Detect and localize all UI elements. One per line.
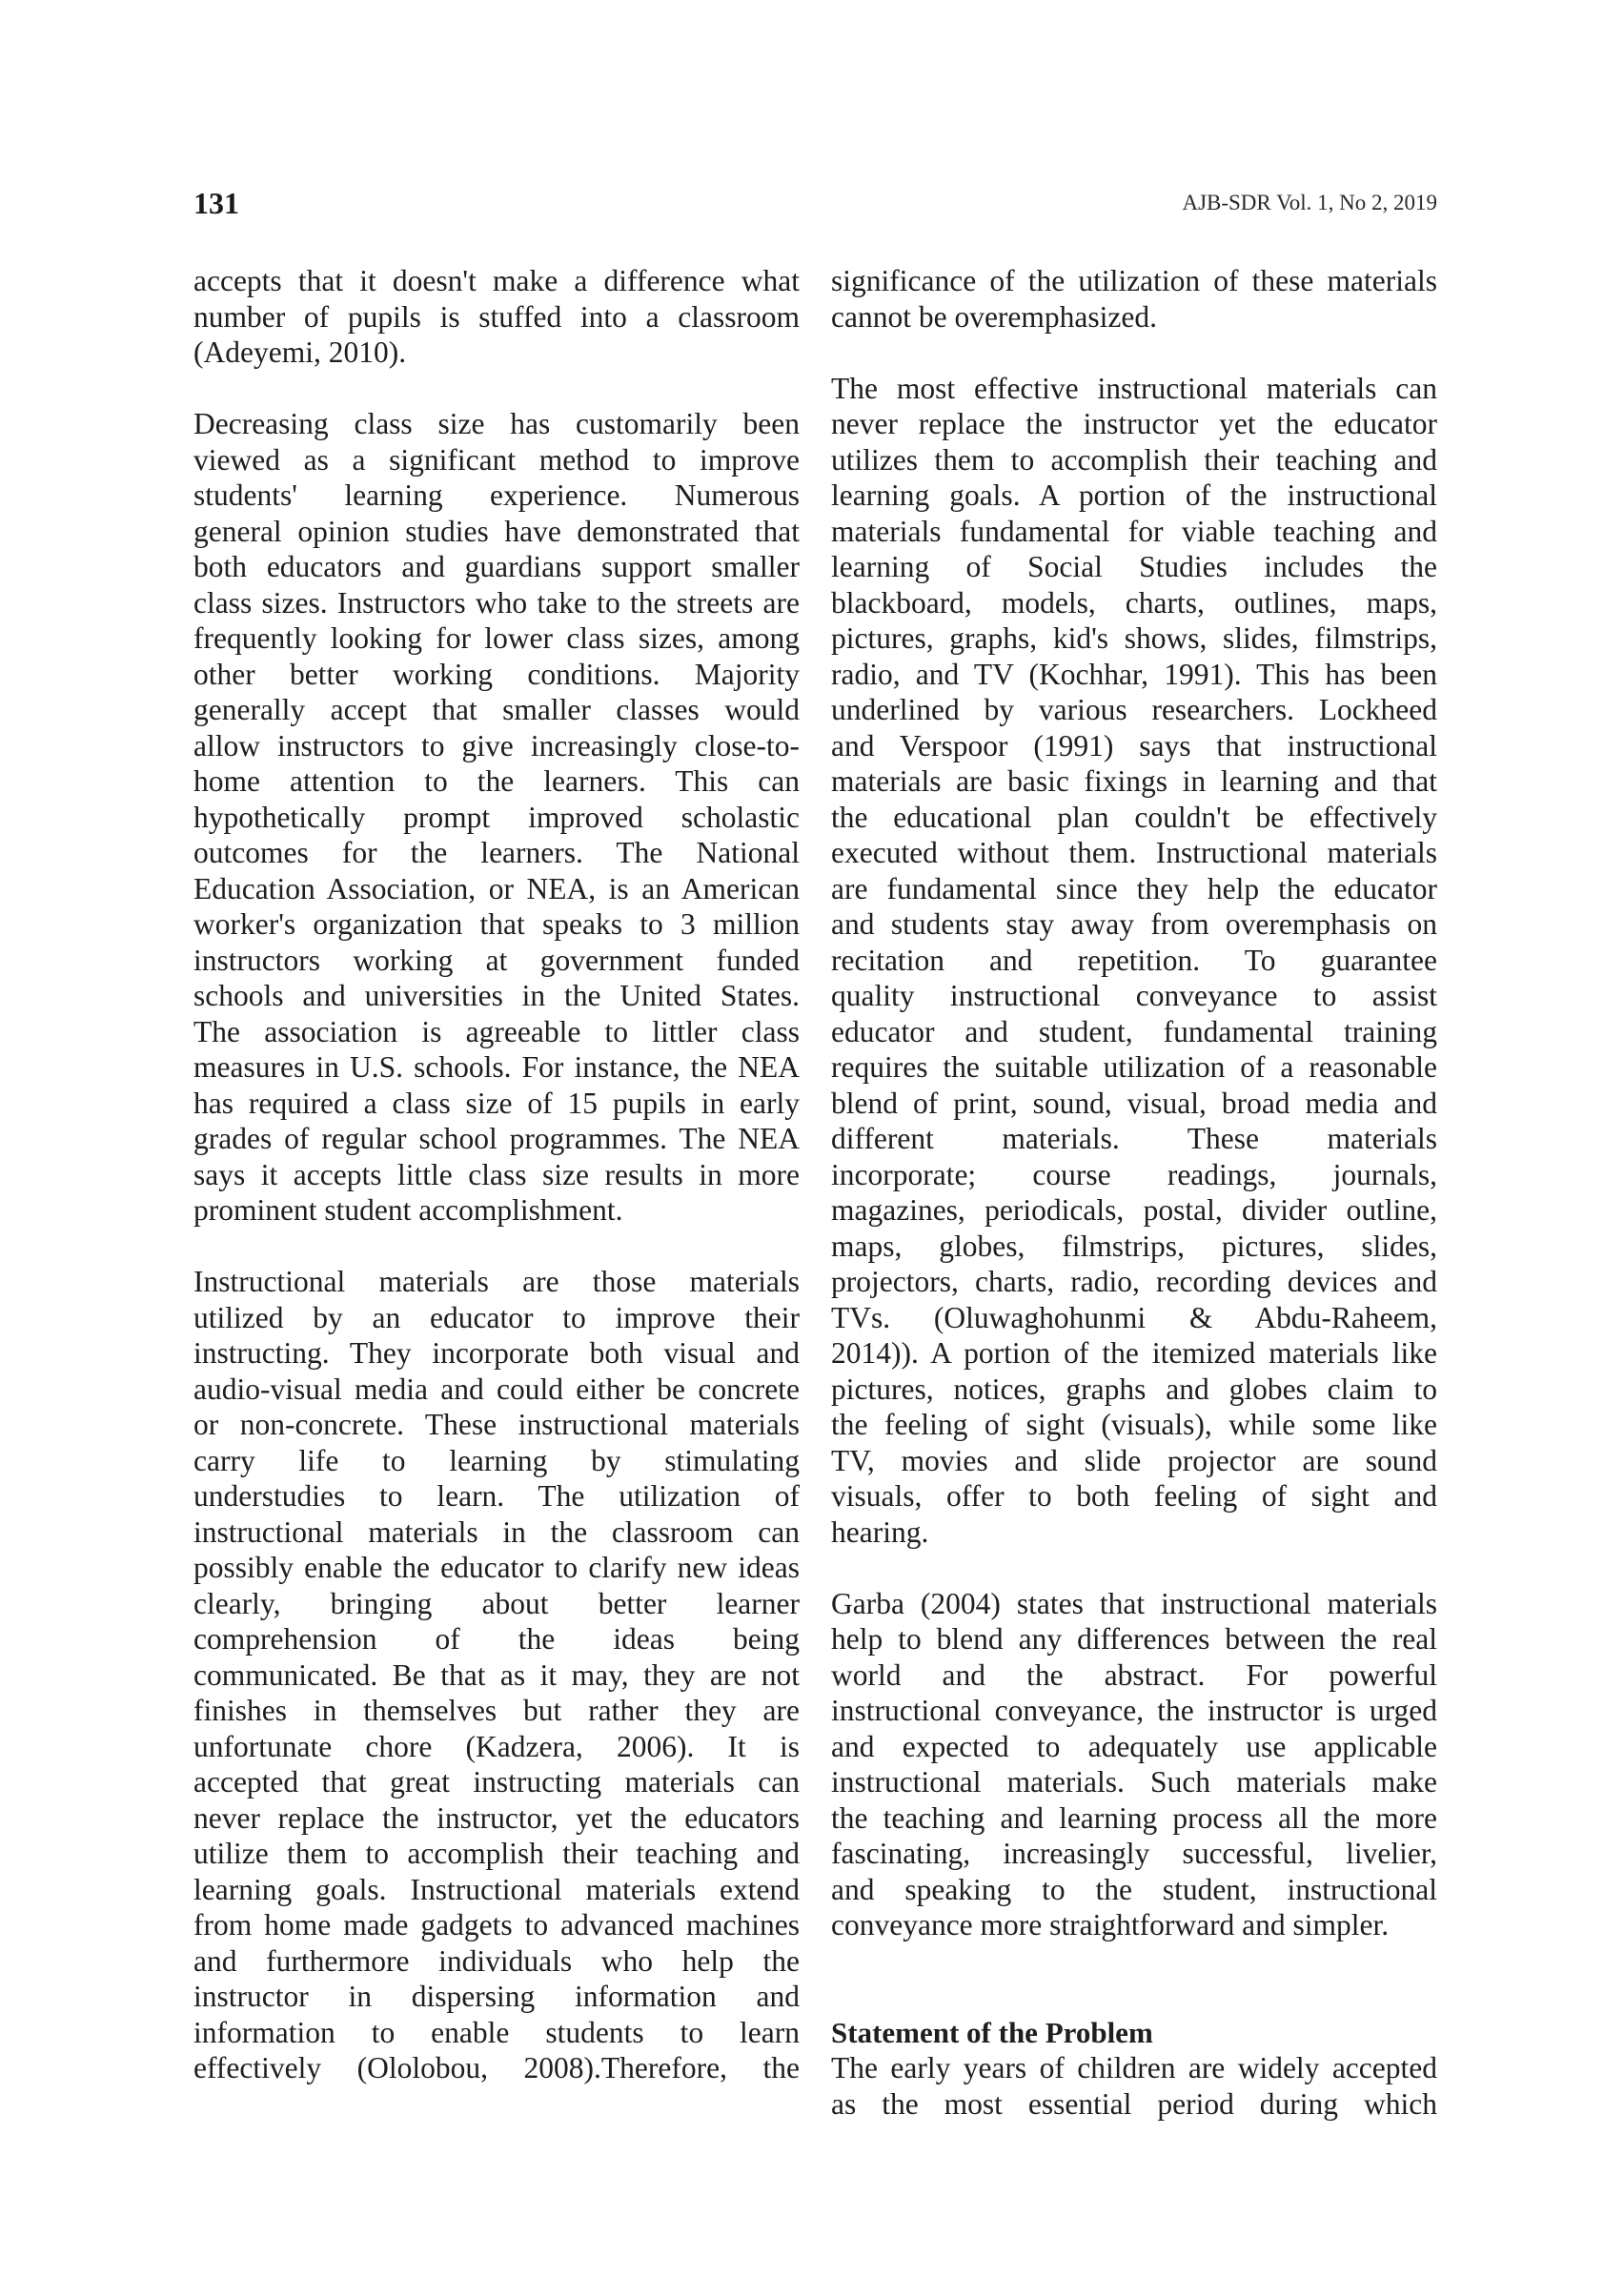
text-line: instructors working at government funded: [193, 943, 800, 977]
text-line: or non-concrete. These instructional materials: [193, 1408, 800, 1441]
text-line: incorporate; course readings, journals,: [831, 1157, 1437, 1191]
text-line: learning goals. Instructional materials extend: [193, 1872, 800, 1906]
text-line: never replace the instructor yet the educator: [831, 407, 1437, 440]
text-line: maps, globes, filmstrips, pictures, slides,: [831, 1229, 1437, 1263]
text-line: TV, movies and slide projector are sound: [831, 1443, 1437, 1477]
text-line: viewed as a significant method to improve: [193, 442, 800, 477]
right-column: [831, 263, 1437, 2158]
text-line: utilized by an educator to improve their: [193, 1300, 800, 1334]
text-line: The association is agreeable to littler class: [193, 1014, 800, 1048]
text-line: visuals, offer to both feeling of sight and: [831, 1479, 1437, 1513]
text-line: says it accepts little class size results in more: [193, 1157, 800, 1191]
text-line: effectively (Ololobou, 2008).Therefore, the: [193, 2051, 800, 2084]
text-line: conveyance more straightforward and simpler.: [831, 1908, 1390, 1942]
text-line: home attention to the learners. This can: [193, 764, 800, 798]
text-line: underlined by various researchers. Lockheed: [831, 693, 1437, 726]
text-line: instructional conveyance, the instructor is urged: [831, 1694, 1437, 1727]
text-line: cannot be overemphasized.: [831, 299, 1157, 334]
text-line: schools and universities in the United States.: [193, 979, 800, 1012]
text-line: Instructional materials are those materials: [193, 1265, 800, 1298]
text-line: general opinion studies have demonstrated that: [193, 514, 800, 548]
text-line: pictures, graphs, kid's shows, slides, filmstrips,: [831, 621, 1437, 655]
text-line: utilizes them to accomplish their teaching and: [831, 442, 1437, 477]
left-column: [193, 263, 800, 2122]
text-line: educator and student, fundamental training: [831, 1014, 1437, 1048]
text-line: quality instructional conveyance to assist: [831, 979, 1437, 1012]
text-line: instructional materials. Such materials make: [831, 1765, 1437, 1799]
text-line: pictures, notices, graphs and globes claim to: [831, 1372, 1437, 1406]
paragraph: [831, 263, 1437, 335]
text-line: world and the abstract. For powerful: [831, 1657, 1437, 1692]
text-line: instructor in dispersing information and: [193, 1980, 800, 2013]
text-line: never replace the instructor, yet the educators: [193, 1800, 800, 1835]
text-line: the teaching and learning process all the more: [831, 1800, 1437, 1835]
text-line: The early years of children are widely accepted: [831, 2051, 1437, 2084]
text-line: generally accept that smaller classes would: [193, 693, 800, 726]
text-line: measures in U.S. schools. For instance, the NEA: [193, 1050, 800, 1084]
text-line: Garba (2004) states that instructional materials: [831, 1586, 1437, 1620]
text-line: students' learning experience. Numerous: [193, 478, 800, 512]
text-line: TVs. (Oluwaghohunmi & Abdu-Raheem,: [831, 1300, 1437, 1334]
paragraph: [193, 1264, 800, 2086]
text-line: communicated. Be that as it may, they are not: [193, 1657, 800, 1692]
paragraph: [193, 263, 800, 371]
text-line: radio, and TV (Kochhar, 1991). This has been: [831, 657, 1437, 691]
section-heading: Statement of the Problem: [831, 2015, 1153, 2049]
text-line: carry life to learning by stimulating: [193, 1443, 800, 1477]
text-line: hypothetically prompt improved scholastic: [193, 800, 800, 834]
text-line: blackboard, models, charts, outlines, maps,: [831, 585, 1437, 620]
text-line: blend of print, sound, visual, broad media and: [831, 1086, 1437, 1120]
page-number: 131: [193, 186, 239, 220]
text-line: both educators and guardians support smaller: [193, 550, 800, 583]
text-line: has required a class size of 15 pupils in early: [193, 1086, 800, 1120]
text-line: help to blend any differences between the real: [831, 1622, 1437, 1656]
text-line: learning of Social Studies includes the: [831, 550, 1437, 583]
text-line: utilize them to accomplish their teaching and: [193, 1837, 800, 1870]
text-line: significance of the utilization of these materials: [831, 264, 1437, 297]
text-line: prominent student accomplishment.: [193, 1193, 623, 1227]
text-line: finishes in themselves but rather they are: [193, 1694, 800, 1727]
text-line: projectors, charts, radio, recording devices and: [831, 1265, 1437, 1298]
text-line: instructing. They incorporate both visual and: [193, 1336, 800, 1370]
text-line: and students stay away from overemphasis on: [831, 907, 1437, 941]
text-line: understudies to learn. The utilization of: [193, 1479, 800, 1513]
text-line: recitation and repetition. To guarantee: [831, 943, 1437, 977]
text-line: allow instructors to give increasingly close-to-: [193, 728, 800, 762]
text-line: unfortunate chore (Kadzera, 2006). It is: [193, 1729, 800, 1763]
text-line: Decreasing class size has customarily been: [193, 407, 800, 440]
text-line: and Verspoor (1991) says that instructional: [831, 728, 1437, 762]
text-line: learning goals. A portion of the instructional: [831, 478, 1437, 512]
text-line: possibly enable the educator to clarify new ideas: [193, 1551, 800, 1584]
text-line: accepts that it doesn't make a difference what: [193, 264, 800, 297]
text-line: are fundamental since they help the educator: [831, 871, 1437, 905]
text-line: (Adeyemi, 2010).: [193, 335, 407, 369]
text-line: the feeling of sight (visuals), while some like: [831, 1408, 1437, 1441]
text-line: magazines, periodicals, postal, divider outline,: [831, 1193, 1437, 1227]
text-line: different materials. These materials: [831, 1122, 1437, 1155]
text-line: worker's organization that speaks to 3 million: [193, 907, 800, 941]
paragraph: [831, 2050, 1437, 2122]
section-spacer: [831, 1979, 1437, 2015]
text-line: hearing.: [831, 1515, 929, 1549]
text-line: comprehension of the ideas being: [193, 1622, 800, 1656]
text-line: instructional materials in the classroom can: [193, 1515, 800, 1549]
text-line: The most effective instructional materials can: [831, 371, 1437, 405]
text-line: materials are basic fixings in learning and that: [831, 764, 1437, 798]
text-line: executed without them. Instructional materials: [831, 836, 1437, 869]
text-line: materials fundamental for viable teaching and: [831, 514, 1437, 548]
running-header: AJB-SDR Vol. 1, No 2, 2019: [1182, 191, 1437, 214]
text-line: accepted that great instructing materials can: [193, 1765, 800, 1799]
text-line: Education Association, or NEA, is an American: [193, 871, 800, 905]
text-line: grades of regular school programmes. The NEA: [193, 1122, 800, 1155]
text-line: clearly, bringing about better learner: [193, 1586, 800, 1620]
text-line: as the most essential period during which: [831, 2086, 1437, 2121]
text-line: outcomes for the learners. The National: [193, 836, 800, 869]
text-line: and furthermore individuals who help the: [193, 1943, 800, 1978]
text-line: class sizes. Instructors who take to the streets are: [193, 585, 800, 620]
text-line: the educational plan couldn't be effectively: [831, 800, 1437, 834]
text-line: frequently looking for lower class sizes, among: [193, 621, 800, 655]
text-line: from home made gadgets to advanced machines: [193, 1908, 800, 1942]
text-line: 2014)). A portion of the itemized materials like: [831, 1336, 1437, 1370]
text-line: audio-visual media and could either be concrete: [193, 1372, 800, 1406]
text-line: number of pupils is stuffed into a classroom: [193, 299, 800, 334]
text-line: fascinating, increasingly successful, livelier,: [831, 1837, 1437, 1870]
text-line: other better working conditions. Majority: [193, 657, 800, 691]
text-line: and expected to adequately use applicable: [831, 1729, 1437, 1763]
text-line: requires the suitable utilization of a reasonable: [831, 1050, 1437, 1084]
text-line: and speaking to the student, instructional: [831, 1872, 1437, 1906]
paragraph: [831, 1586, 1437, 1943]
paragraph: [831, 371, 1437, 1551]
paragraph: [193, 406, 800, 1229]
text-line: information to enable students to learn: [193, 2015, 800, 2049]
